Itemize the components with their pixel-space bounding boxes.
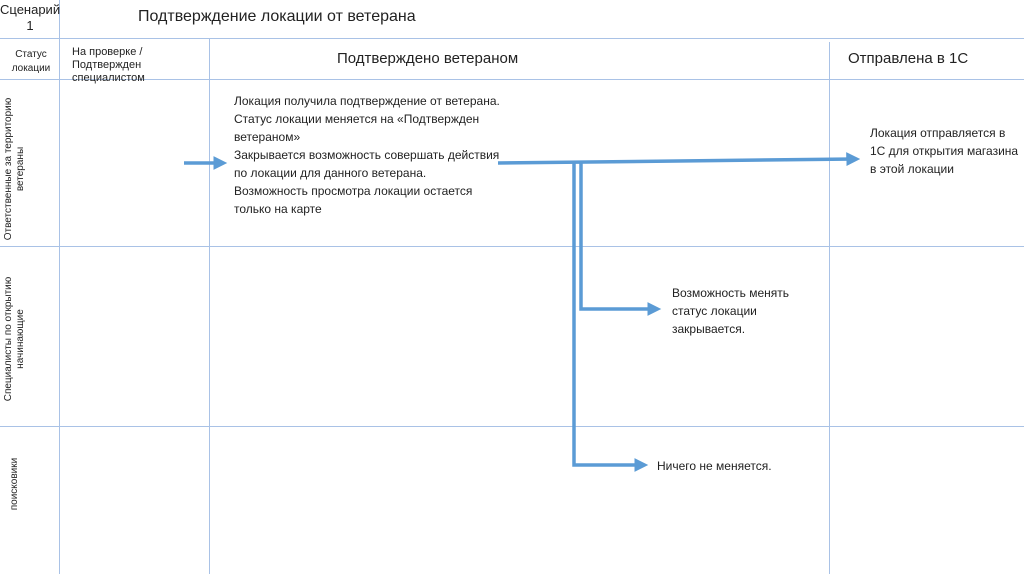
arrow-to-status-closed bbox=[581, 163, 656, 309]
confirmation-description: Локация получила подтверждение от ветерана. Статус локации меняется на «Подтвержден ветераном» Закрывается возможность совершать действия по локации для данного ветерана. Возможность просмотра локации остается только на карте bbox=[234, 94, 500, 216]
sent-to-1c-note: Локация отправляется в 1С для открытия магазина в этой локации bbox=[870, 126, 1019, 176]
page-title: Подтверждение локации от ветерана bbox=[138, 8, 416, 25]
row-label-searchers: поисковики bbox=[9, 457, 20, 511]
arrow-to-sent bbox=[498, 159, 855, 163]
nothing-changes-note: Ничего не меняется. bbox=[657, 459, 772, 473]
arrow-to-nothing bbox=[574, 163, 643, 465]
status-change-closed-note: Возможность менять статус локации закрывается. bbox=[672, 286, 790, 336]
column-header-confirmed: Подтверждено ветераном bbox=[337, 50, 519, 67]
scenario-label: Сценарий 1 bbox=[0, 2, 61, 33]
column-header-sent: Отправлена в 1С bbox=[848, 50, 969, 67]
row-label-territory-veterans: Ответственные за территорию ветераны bbox=[3, 97, 26, 241]
column-header-on-check: На проверке / Подтвержден специалистом bbox=[72, 46, 145, 84]
status-column-label: Статус локации bbox=[11, 49, 51, 74]
row-label-opening-specialists: Специалисты по открытию начинающие bbox=[3, 276, 26, 402]
